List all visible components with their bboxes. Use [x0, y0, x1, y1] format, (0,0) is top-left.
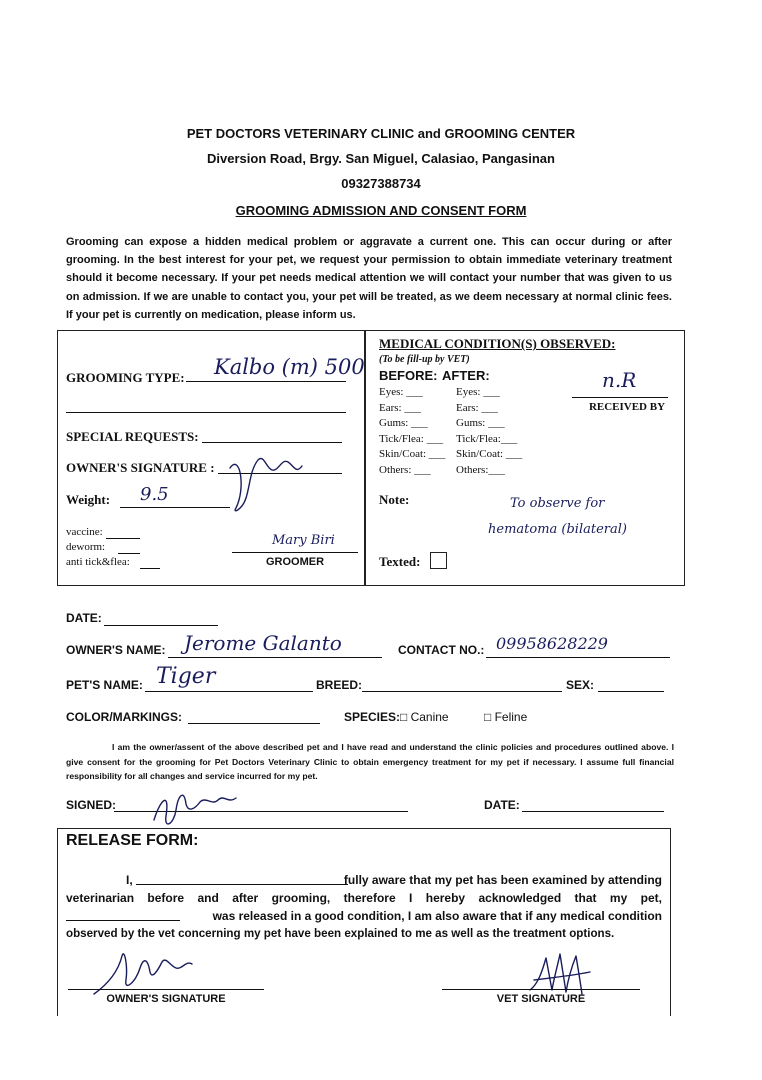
species-canine-option[interactable]: □ Canine	[400, 710, 449, 724]
intro-paragraph: Grooming can expose a hidden medical problem or aggravate a current one. This can occur during or after grooming. In the best interest for your pet, we request your permission to obtain immediate veterinary treatment should it become necessary. If your pet needs medical attention we will contact your number that was given to us on admission. If we are unable to contact you, your pet will be treated, as we deem necessary at normal clinic fees. If your pet is currently on medication, please inform us.	[66, 236, 672, 321]
clinic-address: Diversion Road, Brgy. San Miguel, Calasiao, Pangasinan	[207, 151, 555, 166]
clinic-phone: 09327388734	[341, 176, 421, 191]
before-item: Gums: ___	[379, 417, 428, 429]
groomer-label: GROOMER	[265, 556, 325, 568]
after-item: Others:___	[456, 463, 505, 476]
breed-label: BREED:	[316, 678, 363, 692]
pet-name-value: Tiger	[156, 664, 216, 689]
after-item: Eyes: ___	[456, 386, 500, 398]
groomer-line	[232, 551, 358, 553]
after-label: AFTER:	[442, 368, 490, 383]
after-list	[456, 385, 522, 478]
weight-line	[120, 506, 230, 508]
breed-line	[362, 690, 562, 692]
release-line-3	[66, 907, 662, 925]
before-item: Tick/Flea: ___	[379, 432, 444, 445]
anti-tick-label: anti tick&flea:	[66, 556, 130, 568]
before-item: Eyes: ___	[379, 386, 423, 398]
release-owner-blank	[136, 884, 348, 885]
pet-name-line	[145, 690, 313, 692]
release-line-1	[66, 871, 662, 889]
before-item: Others: ___	[379, 463, 431, 476]
deworm-line	[118, 552, 140, 554]
release-line-1-pre: I,	[126, 873, 133, 887]
release-line-1-post: fully aware that my pet has been examined by attending	[343, 873, 662, 887]
release-title: RELEASE FORM:	[66, 832, 199, 849]
note-label: Note:	[379, 492, 410, 507]
received-by-label: RECEIVED BY	[588, 401, 666, 413]
grooming-type-value: Kalbo (m) 500	[214, 355, 365, 379]
pet-name-label: PET'S NAME:	[66, 678, 143, 692]
form-title: GROOMING ADMISSION AND CONSENT FORM	[235, 203, 527, 218]
date-line	[104, 624, 218, 626]
owner-signature-label: OWNER'S SIGNATURE :	[66, 460, 215, 475]
release-pet-blank	[66, 920, 180, 921]
release-line-3-post: was released in a good condition, I am also aware that if any medical condition	[212, 909, 662, 923]
received-by-line	[572, 396, 668, 398]
color-markings-label: COLOR/MARKINGS:	[66, 710, 182, 724]
contact-line	[486, 656, 670, 658]
contact-label: CONTACT NO.:	[398, 643, 485, 657]
release-text	[66, 871, 662, 943]
vet-signature-line	[442, 988, 640, 990]
deworm-label: deworm:	[66, 541, 106, 553]
sex-label: SEX:	[566, 678, 595, 692]
grooming-extra-line	[66, 411, 346, 413]
species-label: SPECIES:	[344, 710, 401, 724]
after-item: Gums: ___	[456, 417, 505, 429]
anti-tick-line	[140, 567, 160, 569]
vaccine-label: vaccine:	[66, 526, 103, 538]
release-line-4: observed by the vet concerning my pet have been explained to me as well as the treatment options.	[66, 927, 615, 940]
weight-label: Weight:	[66, 492, 111, 507]
groomer-name: Mary Biri	[272, 533, 335, 548]
owner-name-label: OWNER'S NAME:	[66, 643, 166, 657]
contact-value: 09958628229	[496, 634, 608, 653]
after-item: Ears: ___	[456, 401, 498, 414]
release-line-2: veterinarian before and after grooming, therefore I hereby acknowledged that my pet,	[66, 891, 662, 905]
clinic-name: PET DOCTORS VETERINARY CLINIC and GROOMING CENTER	[186, 126, 576, 141]
weight-value: 9.5	[140, 484, 169, 505]
consent-paragraph: I am the owner/assent of the above described pet and I have read and understand the clinic policies and procedures outlined above. I give consent for the grooming for Pet Doctors Veterinary Clinic to obtain emergency treatment for my pet if necessary. I assume full financial responsibility for all changes and service incurred for my pet.	[66, 742, 674, 781]
species-feline-option[interactable]: □ Feline	[484, 710, 528, 724]
owner-signature-scribble	[220, 448, 320, 518]
note-line-1: To observe for	[510, 496, 605, 511]
release-owner-signature-line	[68, 988, 264, 990]
texted-checkbox[interactable]	[430, 552, 447, 569]
signed-label: SIGNED:	[66, 798, 117, 812]
before-label: BEFORE:	[379, 368, 438, 383]
medical-title: MEDICAL CONDITION(S) OBSERVED:	[379, 336, 616, 351]
medical-subtitle: (To be fill-up by VET)	[379, 354, 470, 365]
before-item: Ears: ___	[379, 401, 421, 414]
release-owner-signature-label: OWNER'S SIGNATURE	[106, 993, 226, 1005]
special-requests-line	[202, 441, 342, 443]
received-by-value: n.R	[602, 368, 637, 392]
after-item: Tick/Flea:___	[456, 432, 518, 445]
after-item: Skin/Coat: ___	[456, 448, 523, 460]
grooming-type-line	[186, 380, 346, 382]
vet-signature-label: VET SIGNATURE	[496, 993, 586, 1005]
note-line-2: hematoma (bilateral)	[488, 522, 627, 537]
texted-label: Texted:	[379, 554, 421, 569]
vaccine-line	[106, 537, 140, 539]
grooming-type-label: GROOMING TYPE:	[66, 370, 185, 385]
date-label: DATE:	[66, 611, 102, 625]
color-markings-line	[188, 722, 320, 724]
sex-line	[598, 690, 664, 692]
consent-date-label: DATE:	[484, 798, 520, 812]
owner-name-value: Jerome Galanto	[184, 631, 342, 655]
special-requests-label: SPECIAL REQUESTS:	[66, 429, 199, 444]
owner-name-line	[168, 656, 382, 658]
before-list	[379, 385, 445, 478]
before-item: Skin/Coat: ___	[379, 448, 446, 460]
consent-date-line	[522, 810, 664, 812]
